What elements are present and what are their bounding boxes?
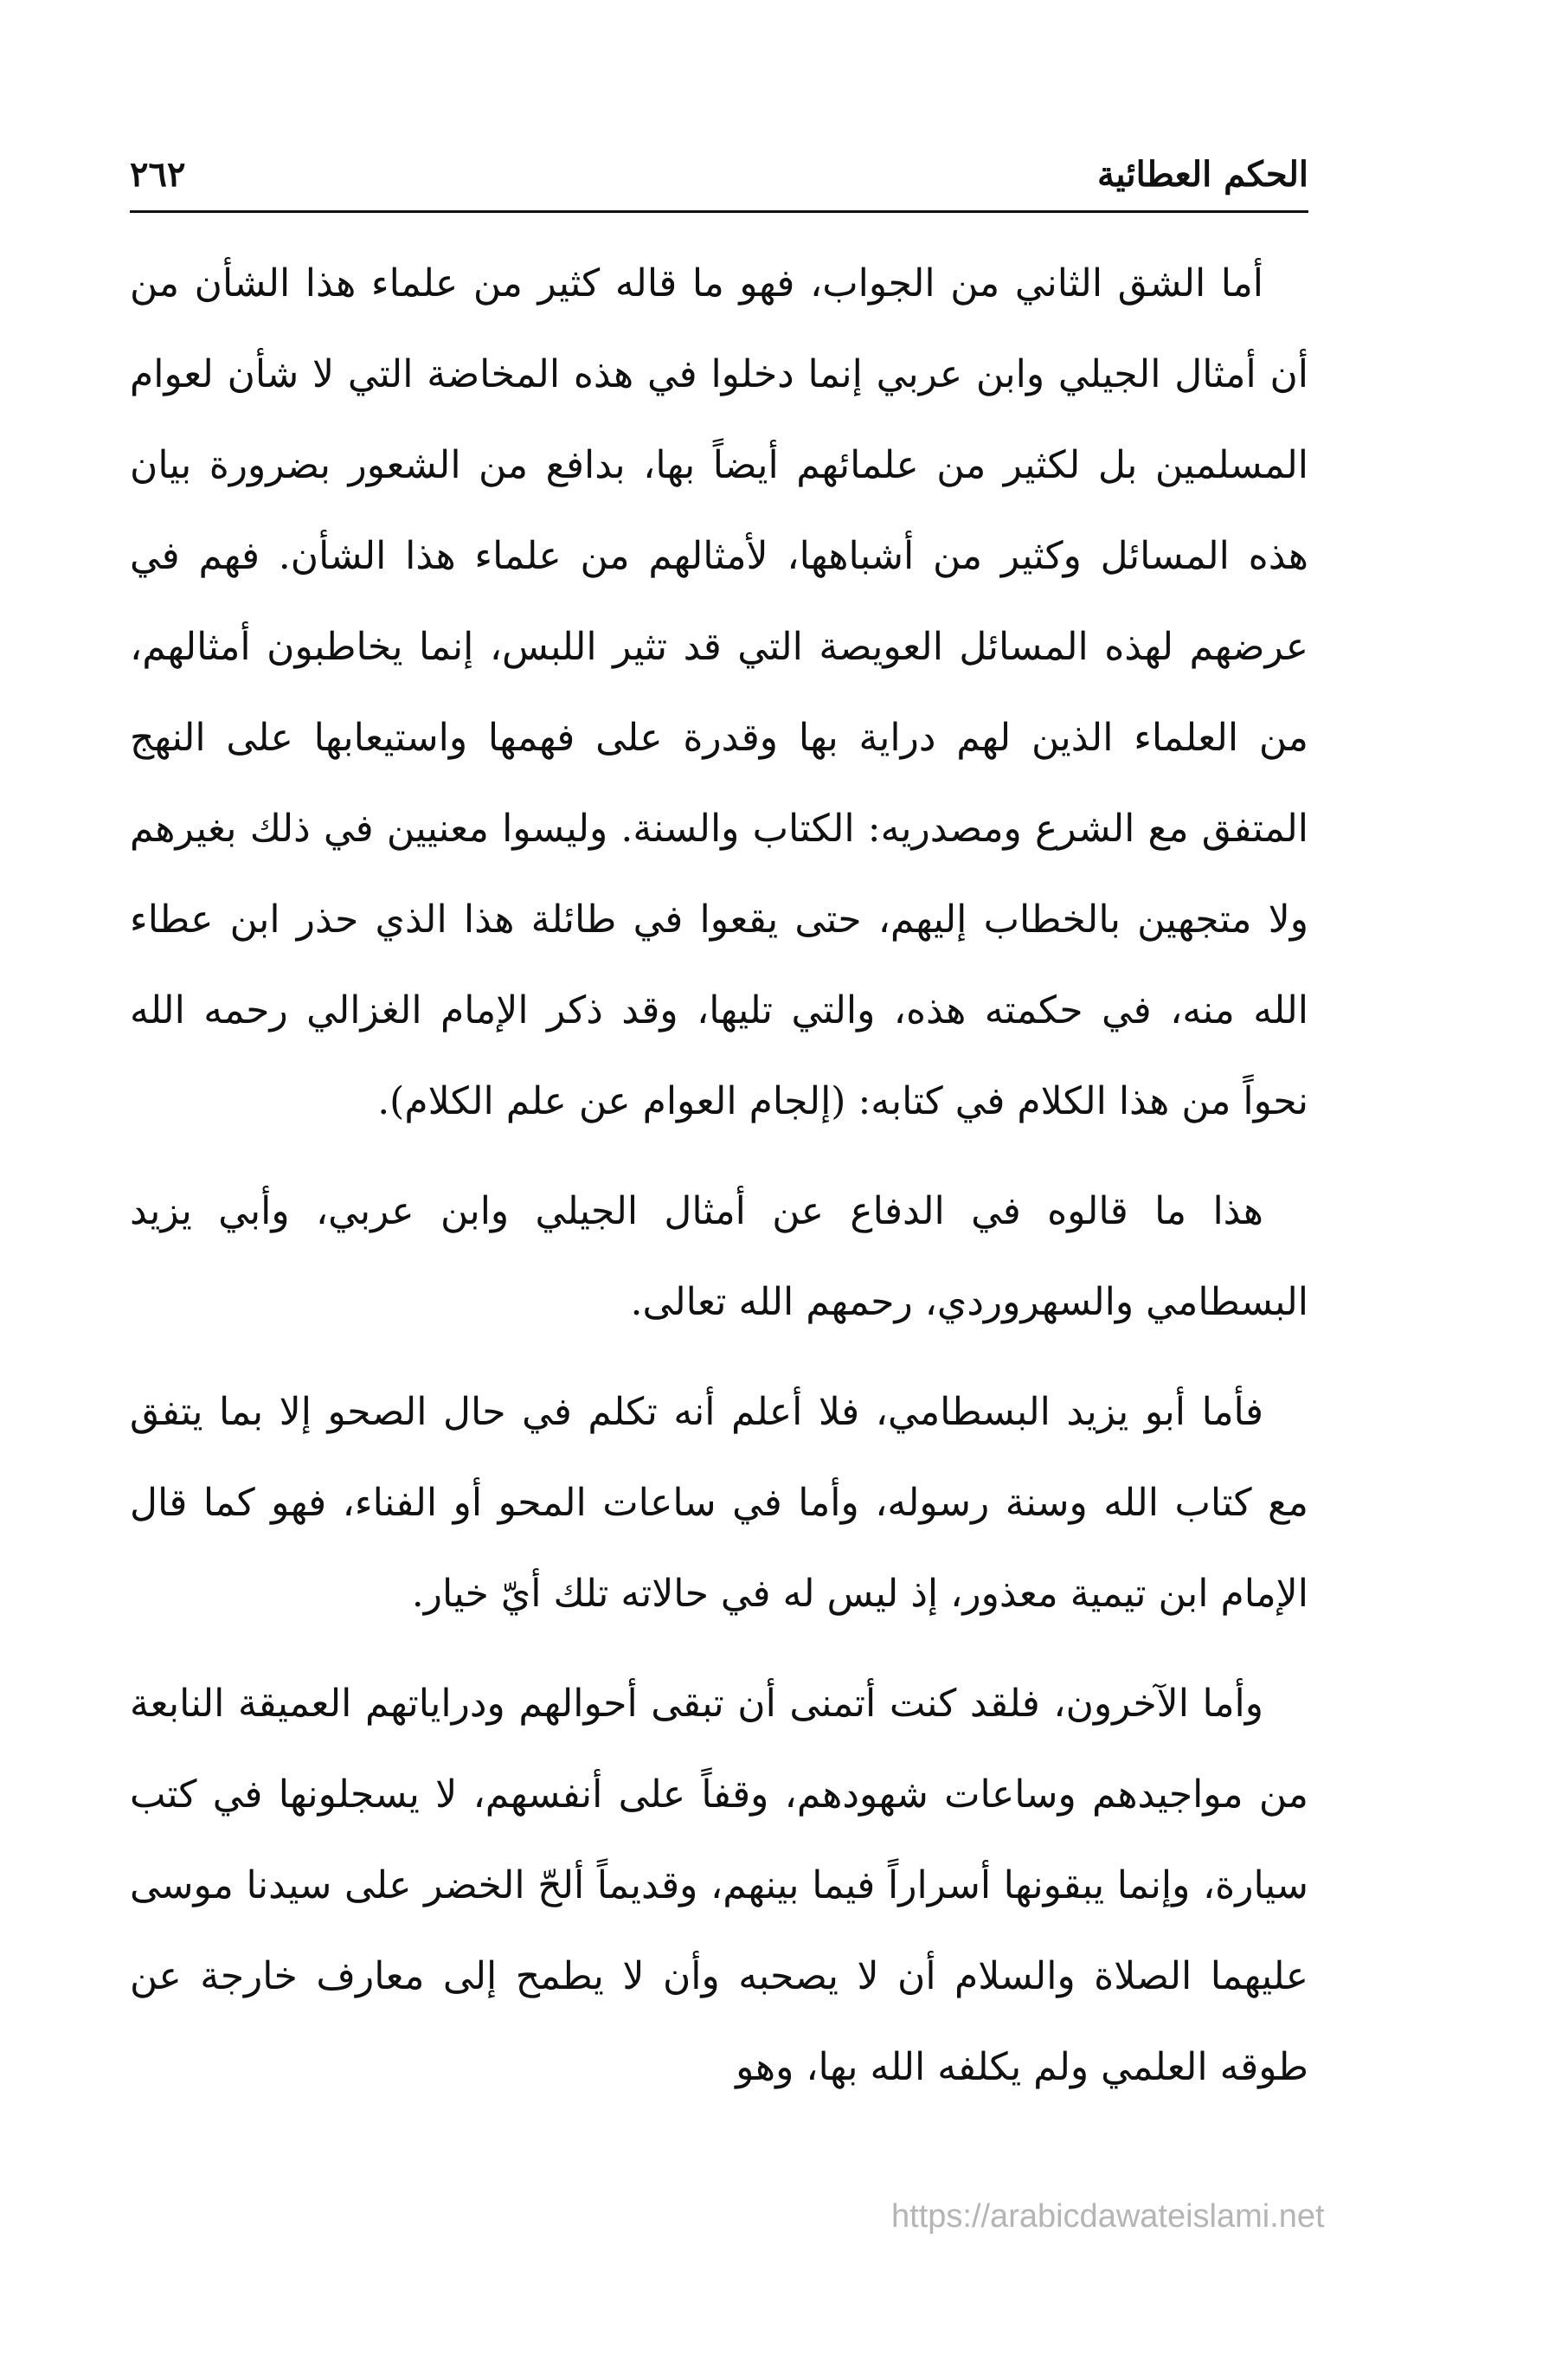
- watermark-url: https://arabicdawateislami.net: [891, 2198, 1325, 2235]
- paragraph: فأما أبو يزيد البسطامي، فلا أعلم أنه تكلم في حال الصحو إلا بما يتفق مع كتاب الله وسنة رسوله، وأما في ساعات المحو أو الفناء، فهو كما قال الإمام ابن تيمية معذور، إذ ليس له في حالاته تلك أيّ خيار.: [130, 1390, 1308, 1616]
- paragraph: أما الشق الثاني من الجواب، فهو ما قاله كثير من علماء هذا الشأن من أن أمثال الجيلي وابن عربي إنما دخلوا في هذه المخاضة التي لا شأن لعوام المسلمين بل لكثير من علمائهم أيضاً بها، بدافع من الشعور بضرورة بيان هذه المسائل وكثير من أشباهها، لأمثالهم من علماء هذا الشأن. فهم في عرضهم لهذه المسائل العويصة التي قد تثير اللبس، إنما يخاطبون أمثالهم، من العلماء الذين لهم دراية بها وقدرة على فهمها واستيعابها على النهج المتفق مع الشرع ومصدريه: الكتاب والسنة. وليسوا معنيين في ذلك بغيرهم ولا متجهين بالخطاب إليهم، حتى يقعوا في طائلة هذا الذي حذر ابن عطاء الله منه، في حكمته هذه، والتي تليها، وقد ذكر الإمام الغزالي رحمه الله نحواً من هذا الكلام في كتابه: (إلجام العوام عن علم الكلام).: [130, 261, 1308, 1123]
- paragraph: هذا ما قالوه في الدفاع عن أمثال الجيلي وابن عربي، وأبي يزيد البسطامي والسهروردي، رحمهم الله تعالى.: [130, 1189, 1308, 1324]
- running-title: الحكم العطائية: [1096, 154, 1308, 195]
- page-number: ٢٦٢: [130, 154, 186, 195]
- page-header: [130, 149, 1308, 208]
- body-text: [130, 238, 1308, 2132]
- header-divider: [130, 210, 1308, 213]
- paragraph: وأما الآخرون، فلقد كنت أتمنى أن تبقى أحوالهم ودراياتهم العميقة النابعة من مواجيدهم وساعات شهودهم، وقفاً على أنفسهم، لا يسجلونها في كتب سيارة، وإنما يبقونها أسراراً فيما بينهم، وقديماً ألحّ الخضر على سيدنا موسى عليهما الصلاة والسلام أن لا يصحبه وأن لا يطمح إلى معارف خارجة عن طوقه العلمي ولم يكلفه الله بها، وهو: [130, 1682, 1308, 2089]
